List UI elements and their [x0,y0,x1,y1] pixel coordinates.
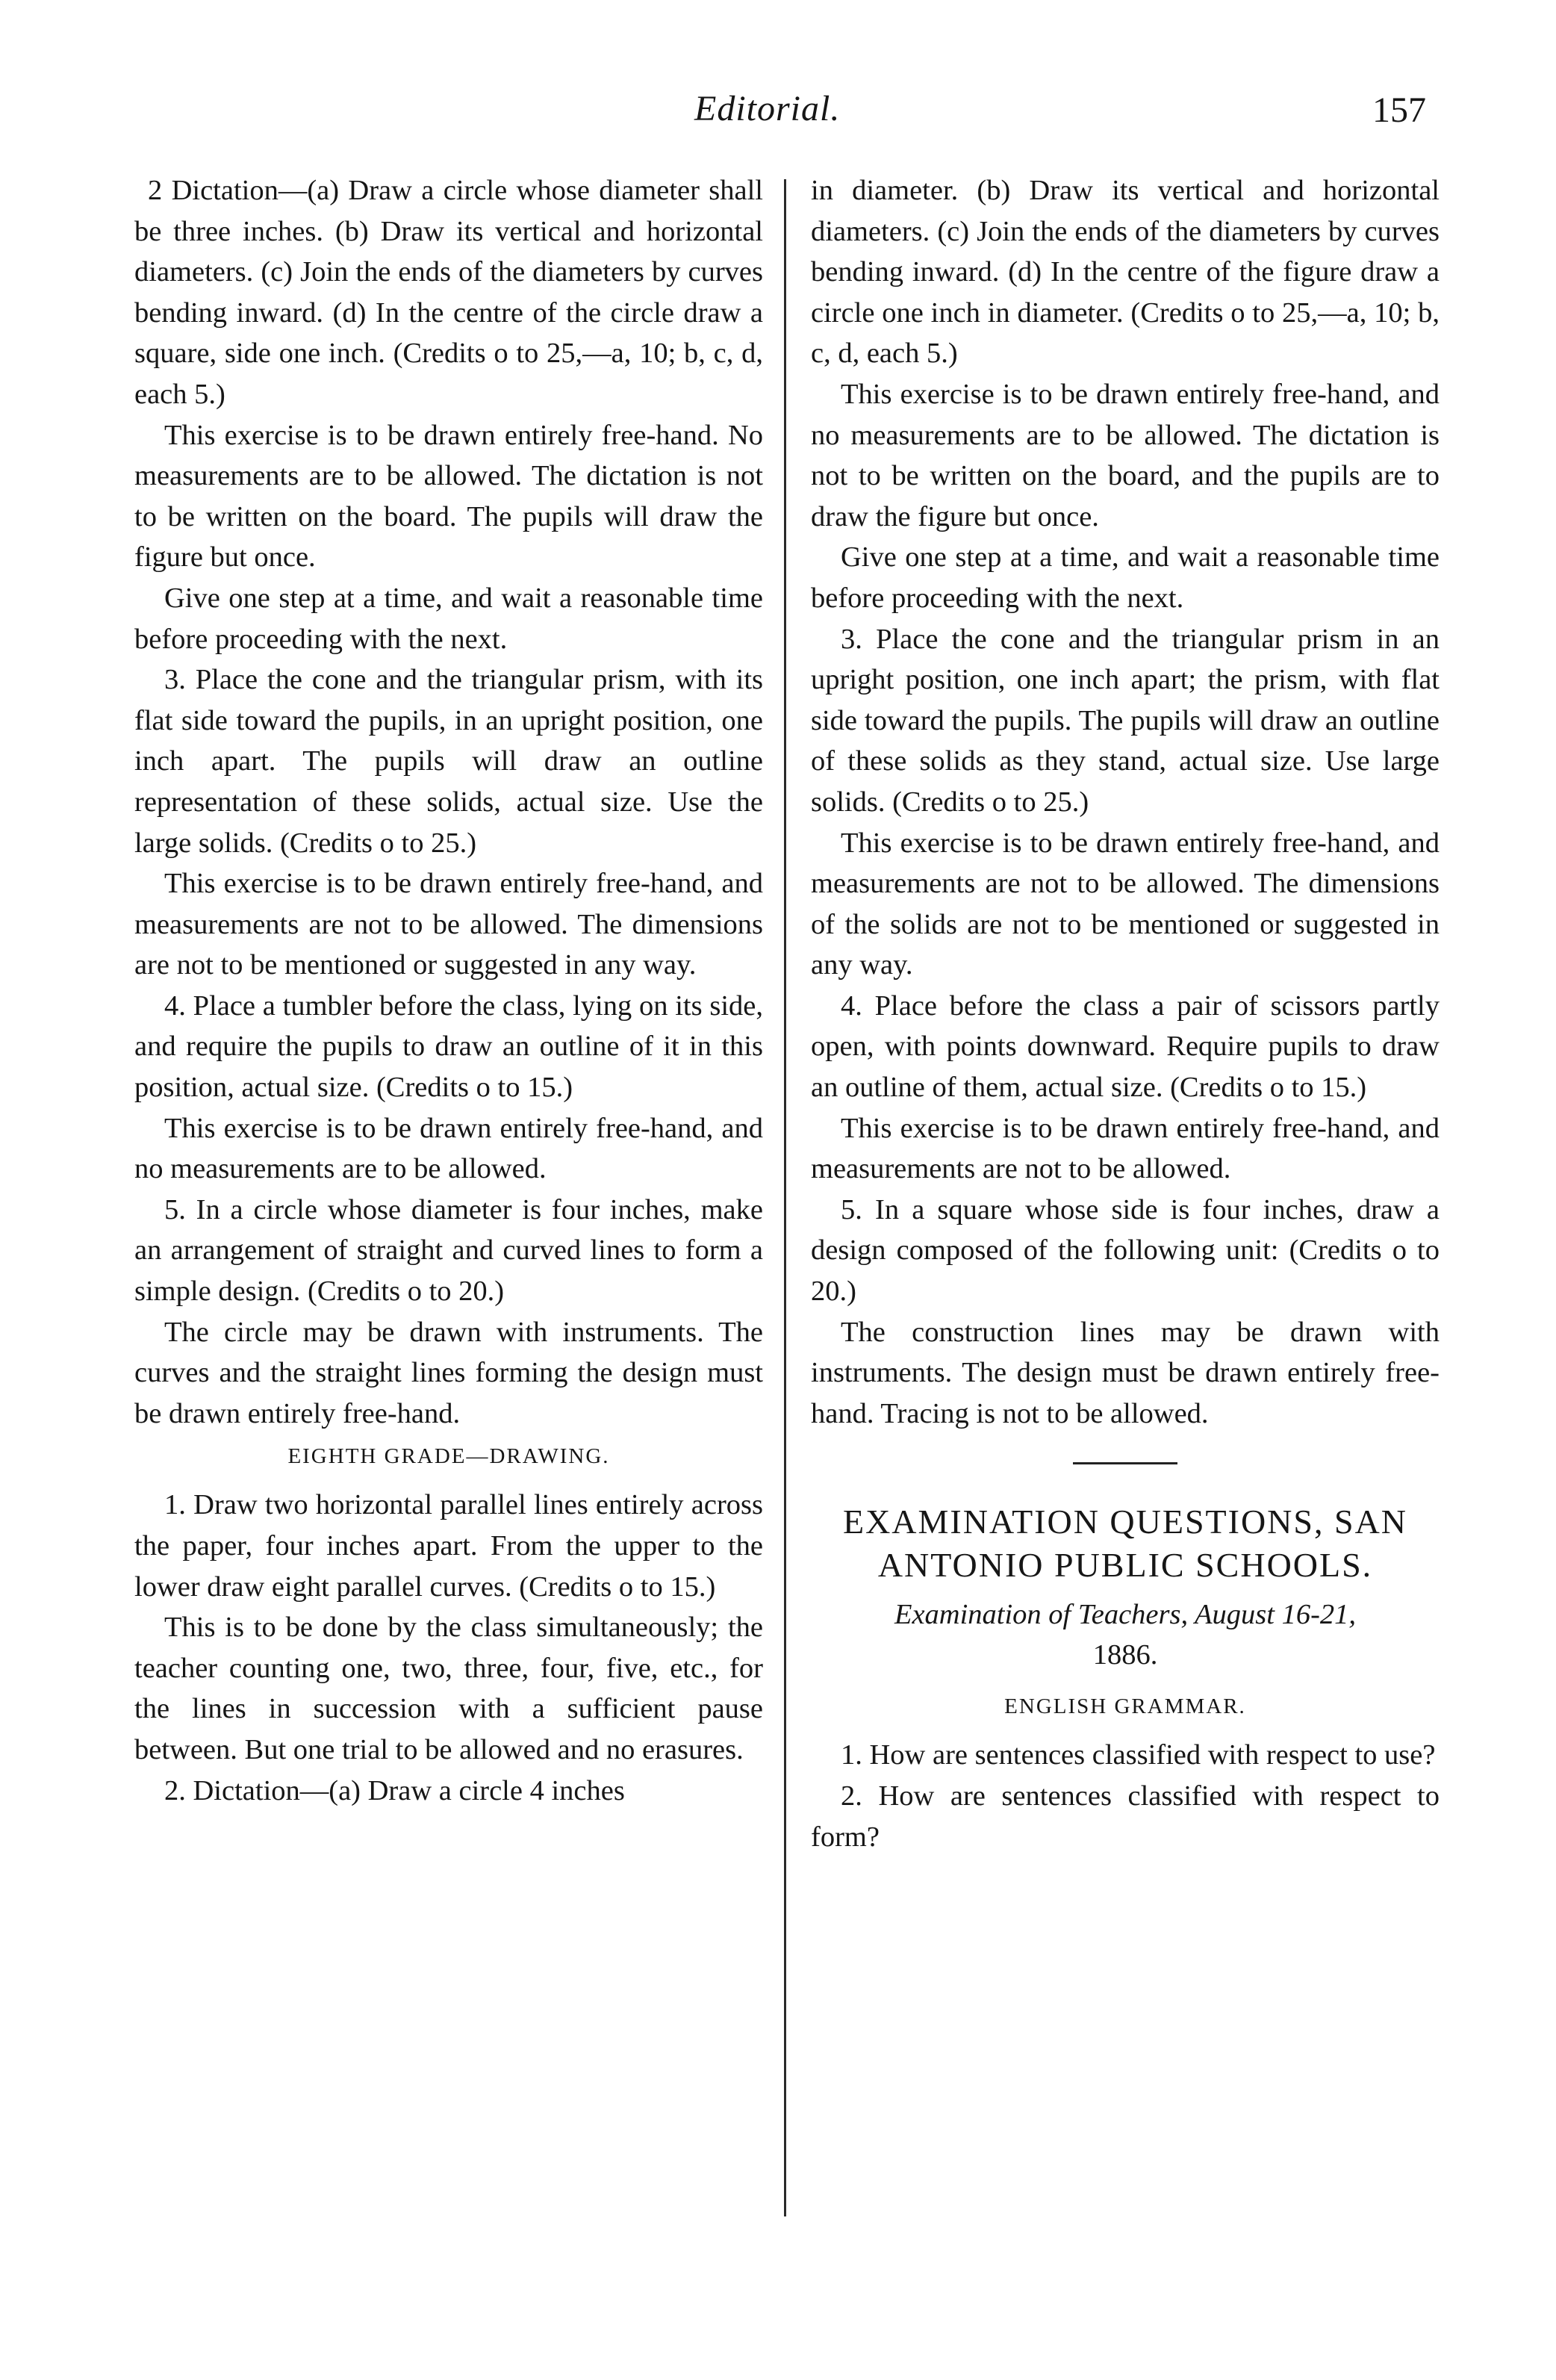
right-paragraph-instruction: This exercise is to be drawn entirely free-hand, and no measurements are to be allowed. The dictation is not to be written on the board, and the pupils are to draw the figure but once. [811,378,1440,532]
right-paragraph-continued: in diameter. (b) Draw its vertical and horizontal diameters. (c) Join the ends of the diameters by curves bending inward. (d) In the centre of the figure draw a circle one inch in diameter. (Credits o to 25,—a, 10; b, c, d, each 5.) [811,175,1440,370]
left-paragraph-dictation: 2 Dictation—(a) Draw a circle whose diameter shall be three inches. (b) Draw its vertical and horizontal diameters. (c) Join the ends of the diameters by curves bending inward. (d) In the centre of the circle draw a square, side one inch. (Credits o to 25,—a, 10; b, c, d, each 5.) [134,175,763,410]
exam-title-line-2: ANTONIO PUBLIC SCHOOLS. [877,1546,1373,1585]
exam-year: 1886. [1092,1639,1158,1671]
exam-title-line-1: EXAMINATION QUESTIONS, SAN [842,1503,1408,1541]
left-paragraph-eighth-1-note: This is to be done by the class simultaneously; the teacher counting one, two, three, four, five, etc., for the lines in succession with a sufficient pause between. But one trial to be allowed and no erasures. [134,1612,763,1765]
section-heading-english-grammar: ENGLISH GRAMMAR. [1004,1694,1246,1719]
left-paragraph-eighth-2: 2. Dictation—(a) Draw a circle 4 inches [164,1774,625,1806]
left-paragraph-eighth-1: 1. Draw two horizontal parallel lines entirely across the paper, four inches apart. From the upper to the lower draw eight parallel curves. (Credits o to 15.) [134,1489,763,1603]
section-rule [1073,1462,1177,1464]
right-paragraph-item-5: 5. In a square whose side is four inches, draw a design composed of the following unit: (Credits o to 20.) [811,1193,1440,1308]
left-paragraph-item-3-note: This exercise is to be drawn entirely free-hand, and measurements are not to be allowed. The dimensions are not to be mentioned or suggested in any way. [134,868,763,981]
left-paragraph-item-5-note: The circle may be drawn with instruments. The curves and the straight lines forming the design must be drawn entirely free-hand. [134,1316,763,1429]
running-header-title: Editorial. [694,89,841,128]
right-paragraph-item-4: 4. Place before the class a pair of scissors partly open, with points downward. Require pupils to draw an outline of them, actual size. (Credits o to 15.) [811,989,1440,1104]
right-paragraph-item-3: 3. Place the cone and the triangular prism in an upright position, one inch apart; the prism, with flat side toward the pupils. The pupils will draw an outline of these solids as they stand, actual size. Use large solids. (Credits o to 25.) [811,623,1440,818]
page-number: 157 [1372,90,1426,130]
left-paragraph-step: Give one step at a time, and wait a reasonable time before proceeding with the next. [134,582,763,655]
grammar-question-1: 1. How are sentences classified with respect to use? [841,1739,1436,1771]
section-heading-eighth-grade: EIGHTH GRADE—DRAWING. [287,1444,610,1469]
left-paragraph-item-3: 3. Place the cone and the triangular prism, with its flat side toward the pupils, in an upright position, one inch apart. The pupils will draw an outline representation of these solids, actual size. Use the large solids. (Credits o to 25.) [134,664,763,859]
left-paragraph-instruction: This exercise is to be drawn entirely free-hand. No measurements are to be allowed. The dictation is not to be written on the board. The pupils will draw the figure but once. [134,419,763,574]
exam-title [811,1500,1440,1587]
right-column [811,170,1440,1857]
right-paragraph-item-5-note: The construction lines may be drawn with instruments. The design must be drawn entirely free-hand. Tracing is not to be allowed. [811,1316,1440,1429]
left-paragraph-item-4-note: This exercise is to be drawn entirely free-hand, and no measurements are to be allowed. [134,1112,763,1185]
column-divider [784,179,786,2216]
exam-subtitle: Examination of Teachers, August 16-21, [894,1599,1357,1631]
left-paragraph-item-4: 4. Place a tumbler before the class, lying on its side, and require the pupils to draw an outline of it in this position, actual size. (Credits o to 15.) [134,989,763,1104]
right-paragraph-item-3-note: This exercise is to be drawn entirely free-hand, and measurements are not to be allowed. The dimensions of the solids are not to be mentioned or suggested in any way. [811,827,1440,981]
left-column [134,170,763,1811]
left-paragraph-item-5: 5. In a circle whose diameter is four inches, make an arrangement of straight and curved lines to form a simple design. (Credits o to 20.) [134,1193,763,1308]
grammar-question-2: 2. How are sentences classified with respect to form? [811,1780,1440,1853]
exam-subtitle-block [811,1594,1440,1675]
right-paragraph-step: Give one step at a time, and wait a reasonable time before proceeding with the next. [811,541,1440,614]
right-paragraph-item-4-note: This exercise is to be drawn entirely free-hand, and measurements are not to be allowed. [811,1112,1440,1185]
